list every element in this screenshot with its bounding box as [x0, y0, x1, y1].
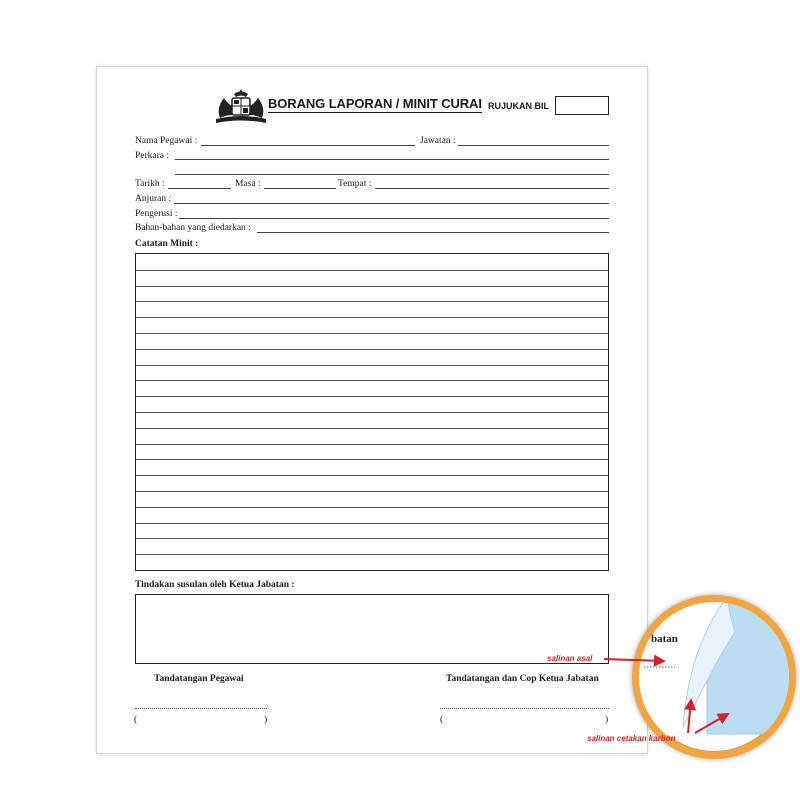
reference-number-box[interactable] [555, 96, 609, 115]
minutes-rule-line [136, 412, 608, 413]
carbon-copy-label: salinan cetakan karbon [587, 734, 676, 743]
minutes-rule-line [136, 286, 608, 287]
minutes-rule-line [136, 301, 608, 302]
pengerusi-field[interactable] [179, 218, 609, 219]
minutes-rule-line [136, 507, 608, 508]
anjuran-field[interactable] [174, 203, 609, 204]
minutes-rule-line [136, 380, 608, 381]
perkara-label: Perkara : [135, 151, 170, 161]
zoom-page-text: batan [651, 633, 678, 645]
action-heading: Tindakan susulan oleh Ketua Jabatan : [135, 580, 295, 590]
minutes-rule-line [136, 317, 608, 318]
minutes-rule-line [136, 459, 608, 460]
minutes-rule-line [136, 428, 608, 429]
bahan-label: Bahan-bahan yang diedarkan : [135, 223, 251, 233]
reference-number-label: RUJUKAN BIL [488, 101, 550, 111]
perkara-field[interactable] [175, 159, 609, 160]
jawatan-label: Jawatan : [420, 136, 456, 146]
carbon-copy-layers-illustration [639, 602, 789, 752]
masa-field[interactable] [264, 188, 336, 189]
tarikh-field[interactable] [168, 188, 231, 189]
officer-name-open-paren: ( [134, 715, 138, 725]
perkara-field-line-2[interactable] [175, 174, 609, 175]
head-name-open-paren: ( [440, 715, 444, 725]
anjuran-label: Anjuran : [135, 194, 172, 204]
minutes-rule-line [136, 270, 608, 271]
jawatan-field[interactable] [458, 145, 609, 146]
minutes-lined-box[interactable] [135, 253, 609, 571]
original-copy-label: salinan asal [547, 654, 593, 663]
head-name-close-paren: ) [605, 715, 609, 725]
action-box[interactable] [135, 594, 609, 664]
form-sheet [96, 66, 648, 754]
masa-label: Masa : [235, 179, 261, 189]
minutes-rule-line [136, 538, 608, 539]
nama-pegawai-field[interactable] [201, 145, 415, 146]
pengerusi-label: Pengerusi : [135, 209, 178, 219]
minutes-rule-line [136, 523, 608, 524]
signature-head-line[interactable] [440, 708, 609, 709]
minutes-heading: Catatan Minit : [135, 239, 199, 249]
minutes-rule-line [136, 554, 608, 555]
tarikh-label: Tarikh : [135, 179, 165, 189]
minutes-rule-line [136, 365, 608, 366]
signature-officer-label: Tandatangan Pegawai [154, 674, 244, 684]
bahan-field[interactable] [257, 232, 609, 233]
signature-head-label: Tandatangan dan Cop Ketua Jabatan [446, 674, 599, 684]
minutes-rule-line [136, 475, 608, 476]
minutes-rule-line [136, 444, 608, 445]
nama-pegawai-label: Nama Pegawai : [135, 136, 198, 146]
minutes-rule-line [136, 396, 608, 397]
form-title: BORANG LAPORAN / MINIT CURAI [268, 96, 482, 111]
tempat-field[interactable] [375, 188, 609, 189]
tempat-label: Tempat : [338, 179, 372, 189]
malaysia-coat-of-arms-icon [214, 88, 268, 126]
minutes-rule-line [136, 491, 608, 492]
minutes-rule-line [136, 333, 608, 334]
minutes-rule-line [136, 349, 608, 350]
signature-officer-line[interactable] [135, 708, 267, 709]
officer-name-close-paren: ) [264, 715, 268, 725]
